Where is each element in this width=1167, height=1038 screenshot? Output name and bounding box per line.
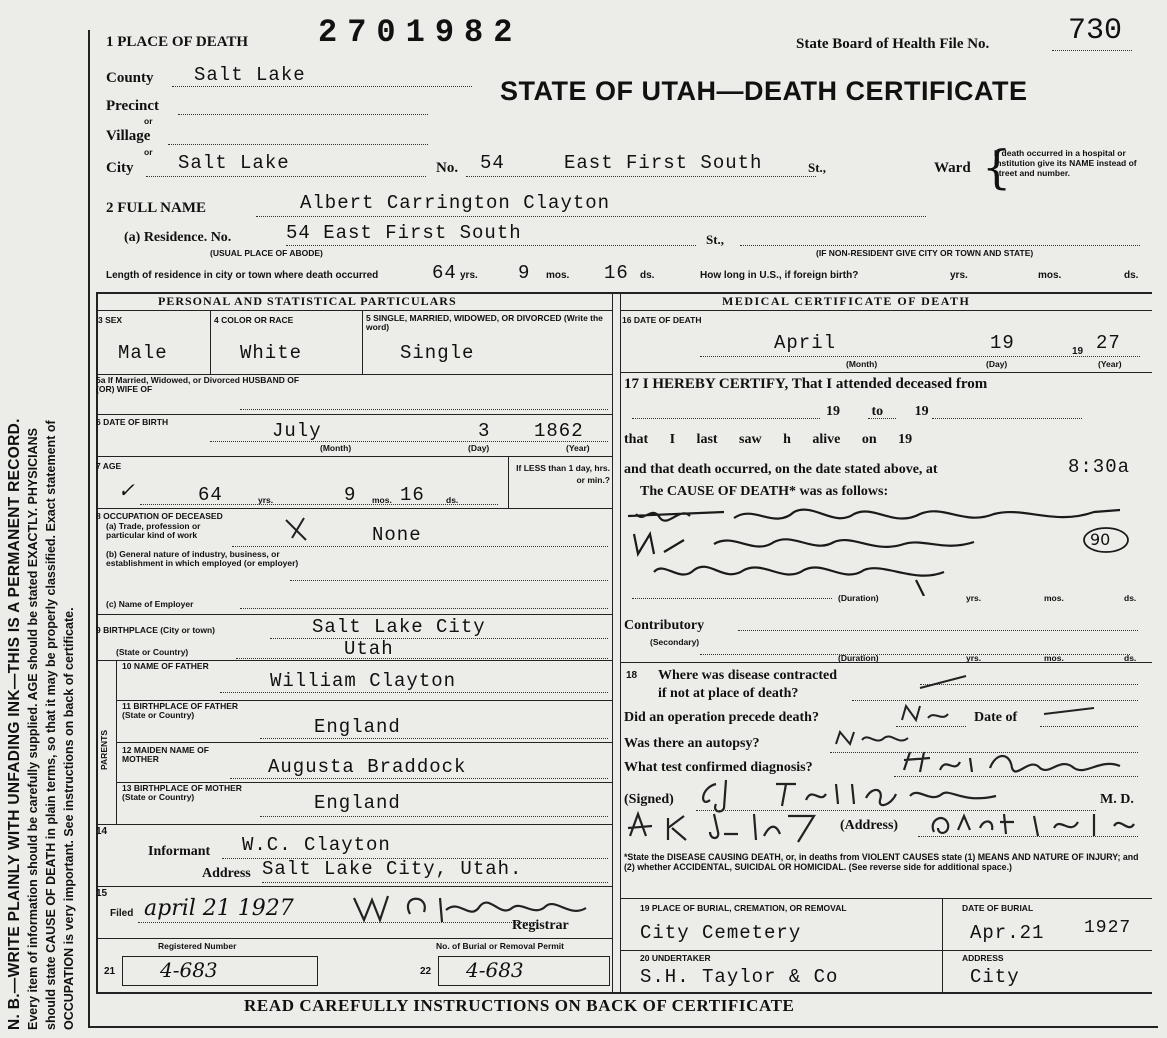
death-year-label: (Year) <box>1098 359 1122 369</box>
md-label: M. D. <box>1100 792 1134 807</box>
death-month-label: (Month) <box>846 359 878 369</box>
nonresident-label: (IF NON-RESIDENT GIVE CITY OR TOWN AND STATE) <box>816 248 1034 258</box>
father-name: William Clayton <box>270 670 457 692</box>
occupation-b-label: (b) General nature of industry, business, or establishment in which employed (or employer) <box>106 549 299 568</box>
medical-section-title: MEDICAL CERTIFICATE OF DEATH <box>722 294 971 308</box>
spouse-label: 5a If Married, Widowed, or Divorced HUSBAND OF (OR) WIFE OF <box>96 375 300 394</box>
age-less-than-label: If LESS than 1 day, hrs. or min.? <box>516 463 610 485</box>
date-of-operation-label: Date of <box>974 710 1018 725</box>
side-instructions-line3: should state CAUSE OF DEATH in plain terms, so that it may be properly classified. Exact statement of <box>44 420 58 1030</box>
residence-label: (a) Residence. No. <box>124 230 232 245</box>
date-of-death-label: 16 DATE OF DEATH <box>622 315 702 325</box>
full-name-value: Albert Carrington Clayton <box>300 192 611 214</box>
mother-birthplace-label: 13 BIRTHPLACE OF MOTHER (State or Country) <box>122 783 242 802</box>
duration-label-1: (Duration) <box>838 593 879 603</box>
undertaker-address-label: ADDRESS <box>962 953 1004 963</box>
duration-ds-2: ds. <box>1124 653 1137 663</box>
ward-note: If death occurred in a hospital or institution give its NAME instead of street and number. <box>994 148 1137 178</box>
box-21-number: 21 <box>104 966 116 977</box>
city-value: Salt Lake <box>178 152 290 174</box>
residence-mos-label: mos. <box>546 270 570 281</box>
death-year-prefix: 19 <box>1072 346 1084 357</box>
dob-label: 6 DATE OF BIRTH <box>96 417 169 427</box>
us-yrs-label: yrs. <box>950 270 968 281</box>
stamp-number: 2701982 <box>318 14 523 51</box>
filed-label: Filed <box>110 908 134 919</box>
personal-section-title: PERSONAL AND STATISTICAL PARTICULARS <box>158 294 457 308</box>
village-label: Village <box>106 128 151 144</box>
filed-date: april 21 1927 <box>144 896 294 921</box>
occupation-a-label: (a) Trade, profession or particular kind of work <box>106 521 201 540</box>
burial-place-label: 19 PLACE OF BURIAL, CREMATION, OR REMOVAL <box>640 903 847 913</box>
ward-bracket: { <box>982 140 1012 194</box>
file-number-label: State Board of Health File No. <box>796 36 990 52</box>
informant-address: Salt Lake City, Utah. <box>262 858 523 880</box>
full-name-label: 2 FULL NAME <box>106 200 207 216</box>
residence-days: 16 <box>604 262 629 284</box>
date-of-operation-dash <box>1040 702 1100 722</box>
burial-year: 1927 <box>1084 918 1132 938</box>
or-label-2: or <box>144 147 153 157</box>
or-label-1: or <box>144 116 153 126</box>
undertaker-label: 20 UNDERTAKER <box>640 953 711 963</box>
age-months: 9 <box>344 484 357 506</box>
duration-label-2: (Duration) <box>838 653 879 663</box>
cause-of-death-label: The CAUSE OF DEATH* was as follows: <box>640 484 889 499</box>
cause-footnote: *State the DISEASE CAUSING DEATH, or, in deaths from VIOLENT CAUSES state (1) MEANS AND NATURE OF INJURY; and (2) whether ACCIDENTAL, SUICIDAL OR HOMICIDAL. (See reverse side for additional space.) <box>624 852 1139 872</box>
birthplace-label: 9 BIRTHPLACE (City or town) <box>96 625 215 635</box>
age-ds-label: ds. <box>446 495 459 505</box>
age-days: 16 <box>400 484 425 506</box>
father-birthplace: England <box>314 716 401 738</box>
sex-value: Male <box>118 342 168 364</box>
footer-instructions: READ CAREFULLY INSTRUCTIONS ON BACK OF CERTIFICATE <box>244 996 795 1015</box>
dob-year-label: (Year) <box>566 443 590 453</box>
mother-name: Augusta Braddock <box>268 756 467 778</box>
certify-line: 17 I HEREBY CERTIFY, That I attended deceased from <box>624 376 988 392</box>
age-yrs-label: yrs. <box>258 495 274 505</box>
us-residence-label: How long in U.S., if foreign birth? <box>700 270 859 281</box>
autopsy-label: Was there an autopsy? <box>624 736 760 751</box>
duration-mos-1: mos. <box>1044 593 1064 603</box>
dob-year: 1862 <box>534 420 584 442</box>
occupation-value: None <box>372 524 422 546</box>
street-number: 54 <box>480 152 505 174</box>
where-contracted-label: Where was disease contracted <box>658 668 837 683</box>
box-22-number: 22 <box>420 966 432 977</box>
duration-ds-1: ds. <box>1124 593 1137 603</box>
certificate-title: STATE OF UTAH—DEATH CERTIFICATE <box>500 76 1028 106</box>
place-of-death-label: 1 PLACE OF DEATH <box>106 34 249 50</box>
burial-date-label: DATE OF BURIAL <box>962 903 1034 913</box>
precinct-label: Precinct <box>106 98 160 114</box>
registered-number: 4-683 <box>160 958 218 982</box>
parents-label: PARENTS <box>99 730 109 770</box>
dob-month-label: (Month) <box>320 443 352 453</box>
color-label: 4 COLOR OR RACE <box>214 315 294 325</box>
marital-value: Single <box>400 342 475 364</box>
where-contracted-dash <box>916 668 976 698</box>
color-value: White <box>240 342 303 364</box>
permit-number-label: No. of Burial or Removal Permit <box>436 941 564 951</box>
operation-label: Did an operation precede death? <box>624 710 819 725</box>
sex-label: 3 SEX <box>98 315 123 325</box>
last-saw-line: that I last saw h alive on 19 <box>624 432 913 447</box>
length-of-residence-label: Length of residence in city or town where death occurred <box>106 270 379 281</box>
contributory-label: Contributory <box>624 618 705 633</box>
informant-number: 14 <box>96 826 108 837</box>
file-number: 730 <box>1068 14 1123 48</box>
street-name: East First South <box>564 152 763 174</box>
mother-birthplace: England <box>314 792 401 814</box>
side-warning-line1: N. B.—WRITE PLAINLY WITH UNFADING INK—THIS IS A PERMANENT RECORD. <box>6 418 23 1030</box>
signed-label: (Signed) <box>624 792 674 807</box>
operation-answer <box>898 702 958 726</box>
father-birthplace-label: 11 BIRTHPLACE OF FATHER (State or Country) <box>122 701 239 720</box>
burial-date: Apr.21 <box>970 922 1045 944</box>
age-mos-label: mos. <box>372 495 392 505</box>
age-checkmark: ✓ <box>118 478 135 502</box>
dob-month: July <box>272 420 322 442</box>
duration-yrs-1: yrs. <box>966 593 982 603</box>
residence-value: 54 East First South <box>286 222 522 244</box>
employer-label: (c) Name of Employer <box>106 599 194 609</box>
age-label: 7 AGE <box>96 461 122 471</box>
death-occurred-line: and that death occurred, on the date stated above, at <box>624 462 938 477</box>
duration-yrs-2: yrs. <box>966 653 982 663</box>
registrar-label: Registrar <box>512 918 569 933</box>
outer-left-border <box>88 30 90 1028</box>
residence-yrs-label: yrs. <box>460 270 478 281</box>
where-contracted-number: 18 <box>626 670 638 681</box>
mother-name-label: 12 MAIDEN NAME OF MOTHER <box>122 745 209 764</box>
duration-mos-2: mos. <box>1044 653 1064 663</box>
secondary-label: (Secondary) <box>650 637 700 647</box>
age-years: 64 <box>198 484 223 506</box>
attended-to-line: 19 to 19 <box>826 404 929 419</box>
county-value: Salt Lake <box>194 64 306 86</box>
usual-abode-label: (USUAL PLACE OF ABODE) <box>210 248 323 258</box>
father-name-label: 10 NAME OF FATHER <box>122 661 209 671</box>
outer-bottom-border <box>88 1026 1158 1028</box>
birthplace-state-label: (State or Country) <box>116 647 189 657</box>
street-no-label: No. <box>436 160 459 176</box>
marital-label: 5 SINGLE, MARRIED, WIDOWED, OR DIVORCED (Write the word) <box>366 313 603 332</box>
us-ds-label: ds. <box>1124 270 1139 281</box>
undertaker-name: S.H. Taylor & Co <box>640 966 839 988</box>
residence-ds-label: ds. <box>640 270 655 281</box>
informant-address-label: Address <box>202 866 251 881</box>
test-confirmed-label: What test confirmed diagnosis? <box>624 760 813 775</box>
birthplace-state: Utah <box>344 638 394 660</box>
permit-number: 4-683 <box>466 958 524 982</box>
city-label: City <box>106 160 134 176</box>
dob-day: 3 <box>478 420 491 442</box>
side-instructions-line2: Every item of information should be carefully supplied. AGE should be stated EXACTLY. PHYSICIANS <box>26 428 40 1030</box>
death-year: 27 <box>1096 332 1121 354</box>
occupation-label: 8 OCCUPATION OF DECEASED <box>96 511 223 521</box>
burial-place: City Cemetery <box>640 922 802 944</box>
residence-years: 64 <box>432 262 457 284</box>
ward-label: Ward <box>934 160 971 176</box>
signature-date <box>624 806 844 846</box>
informant-label: Informant <box>148 844 211 859</box>
death-time: 8:30a <box>1068 456 1131 478</box>
dob-day-label: (Day) <box>468 443 490 453</box>
undertaker-address: City <box>970 966 1020 988</box>
registered-number-label: Registered Number <box>158 941 237 951</box>
where-contracted-label-2: if not at place of death? <box>658 686 799 701</box>
cause-code: 90 <box>1090 530 1111 549</box>
death-day-label: (Day) <box>986 359 1008 369</box>
residence-months: 9 <box>518 262 531 284</box>
death-day: 19 <box>990 332 1015 354</box>
us-mos-label: mos. <box>1038 270 1062 281</box>
filed-number: 15 <box>96 888 108 899</box>
residence-st-label: St., <box>706 232 725 247</box>
birthplace-city: Salt Lake City <box>312 616 486 638</box>
street-st-label: St., <box>808 160 827 175</box>
physician-address-label: (Address) <box>840 818 899 833</box>
cause-of-death-handwriting <box>624 500 1134 596</box>
side-instructions-line4: OCCUPATION is very important. See instructions on back of certificate. <box>62 607 76 1030</box>
informant-value: W.C. Clayton <box>242 834 391 856</box>
death-month: April <box>774 332 837 354</box>
occupation-x-mark <box>282 514 312 544</box>
county-label: County <box>106 70 154 86</box>
